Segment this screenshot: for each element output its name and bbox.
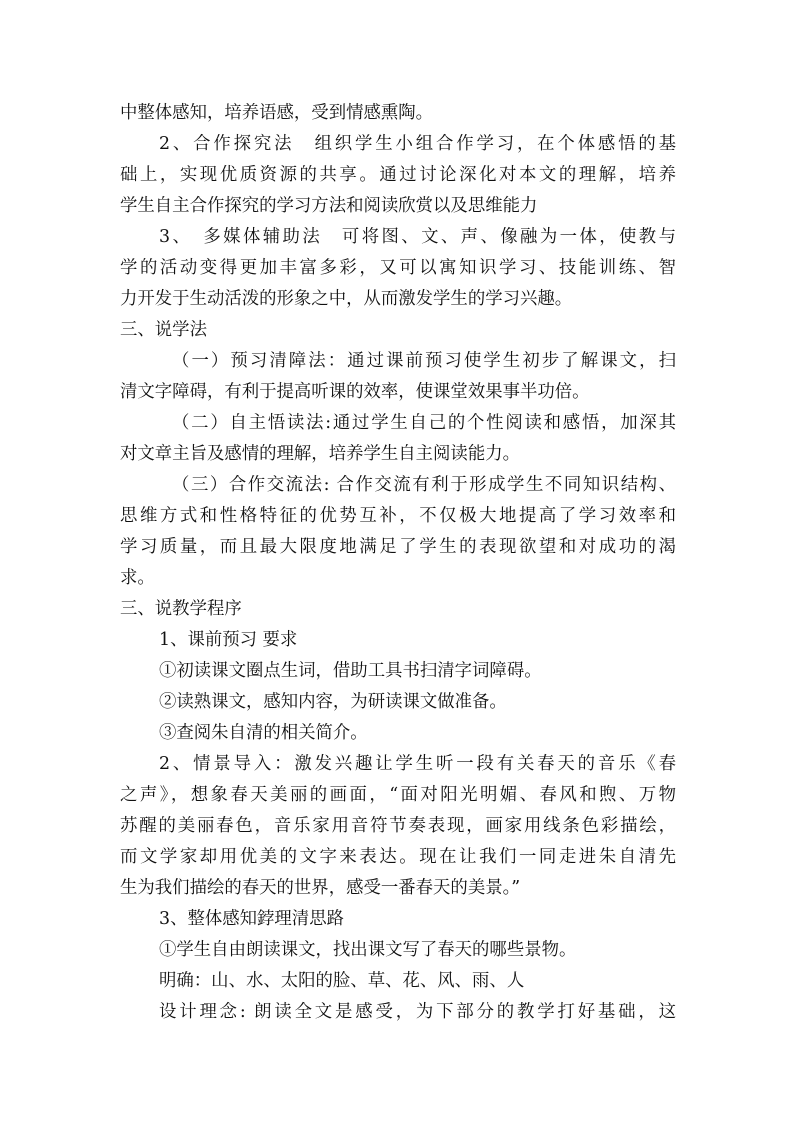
- text-line: 学习质量，而且最大限度地满足了学生的表现欲望和对成功的渴: [120, 537, 676, 557]
- text-line: 设计理念: 朗读全文是感受，为下部分的教学打好基础，这: [159, 1002, 676, 1022]
- text-line: 学生自主合作探究的学习方法和阅读欣赏以及思维能力: [120, 196, 538, 216]
- text-line: 思维方式和性格特征的优势互补，不仅极大地提高了学习效率和: [120, 506, 676, 526]
- text-line: 3、整体感知鋍理清思路: [159, 909, 344, 929]
- text-line: （三）合作交流法: 合作交流有利于形成学生不同知识结构、: [172, 475, 676, 495]
- text-line: 3、 多媒体辅助法 可将图、文、声、像融为一体，使教与: [159, 227, 676, 247]
- text-line: 学的活动变得更加丰富多彩，又可以寓知识学习、技能训练、智: [120, 258, 676, 278]
- section-heading: 三、说教学程序: [120, 599, 242, 619]
- text-line: 2、合作探究法 组织学生小组合作学习，在个体感悟的基: [159, 134, 676, 154]
- text-line: （二）自主悟读法:通过学生自己的个性阅读和感悟，加深其: [172, 413, 676, 433]
- text-line: 1、课前预习 要求: [159, 630, 298, 650]
- text-line: 生为我们描绘的春天的世界，感受一番春天的美景。”: [120, 878, 521, 898]
- document-page: [120, 98, 676, 1028]
- text-line: ①学生自由朗读课文，找出课文写了春天的哪些景物。: [159, 940, 577, 960]
- text-line: 而文学家却用优美的文字来表达。现在让我们一同走进朱自清先: [120, 847, 676, 867]
- text-line: 清文字障碍，有利于提高听课的效率，使课堂效果事半功倍。: [120, 382, 590, 402]
- text-line: 力开发于生动活泼的形象之中，从而激发学生的学习兴趣。: [120, 289, 573, 309]
- text-line: ②读熟课文，感知内容，为研读课文做准备。: [159, 692, 507, 712]
- text-line: （一）预习清障法：通过课前预习使学生初步了解课文，扫: [172, 351, 676, 371]
- text-line: ③查阅朱自清的相关简介。: [159, 723, 368, 743]
- text-line: 求。: [120, 568, 155, 588]
- text-line: ①初读课文圈点生词，借助工具书扫清字词障碍。: [159, 661, 542, 681]
- text-line: 对文章主旨及感情的理解，培养学生自主阅读能力。: [120, 444, 520, 464]
- section-heading: 三、说学法: [120, 320, 207, 340]
- text-line: 2、情景导入：激发兴趣让学生听一段有关春天的音乐《春: [159, 754, 676, 774]
- text-line: 中整体感知，培养语感，受到情感熏陶。: [120, 103, 434, 123]
- text-line: 础上，实现优质资源的共享。通过讨论深化对本文的理解，培养: [120, 165, 676, 185]
- text-line: 之声》，想象春天美丽的画面，“面对阳光明媚、春风和煦、万物: [120, 785, 676, 805]
- text-line: 苏醒的美丽春色，音乐家用音符节奏表现，画家用线条色彩描绘，: [120, 816, 676, 836]
- text-line: 明确：山、水、太阳的脸、草、花、风、雨、人: [159, 971, 525, 991]
